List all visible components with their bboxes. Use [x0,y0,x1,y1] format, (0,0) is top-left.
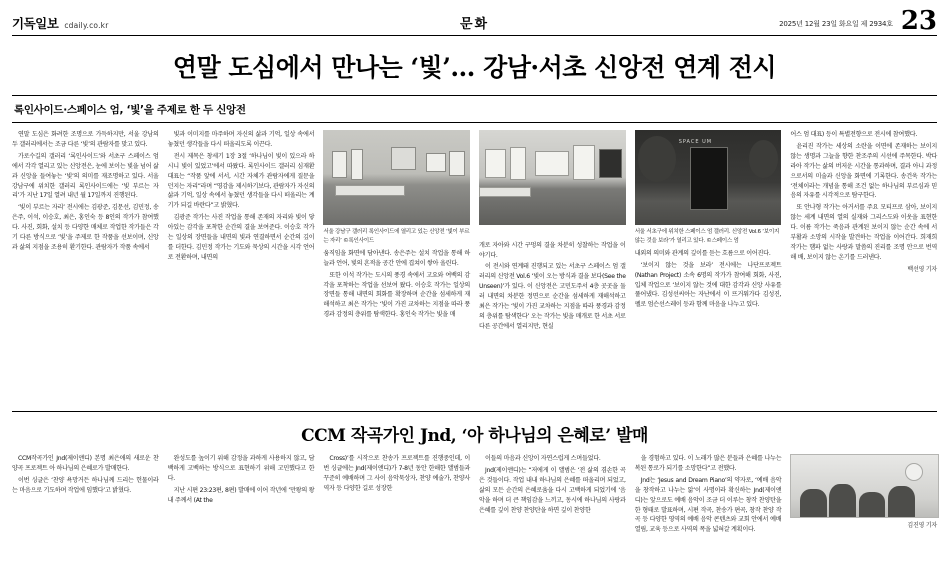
issue-date: 2025년 12월 23일 화요일 제 2934호 [779,20,893,28]
section-title: 문화 [459,17,490,32]
album-cover-art [790,454,939,518]
paragraph: 이들의 마음과 신앙이 자연스럽게 스며들었다. [485,455,601,463]
paragraph: 또한 이석 작가는 도시의 풍경 속에서 고요와 여백의 감각을 포착하는 작업을 선보여 왔다. 이승호 작가는 일상의 장면들 통해 내면의 회화를 확장하며 순간을 섬세하게 재해석하고 최은 작가는 ‘빛이 가진 교차하는 지점을 따라 풍경과 감정의 층위를 탐색한다. 홍인숙 작가는 빛을 매 [323,271,471,319]
article2-headline: CCM 작곡가인 Jnd, ‘아 하나님의 은혜로’ 발매 [301,426,648,447]
article2-headline-area [12,412,937,454]
photo-caption-1: 서울 강남구 갤러리 록인사이드에 열리고 있는 신앙전 ‘빛이 부르는 자리’ ©록인사이드 [323,229,470,244]
article1-column-2 [168,130,315,405]
article1-column-5 [635,130,782,405]
article1-headline: 연말 도심에서 만나는 ‘빛’… 강남·서초 신앙전 연계 전시 [172,53,777,82]
paragraph: CCM작곡가인 Jnd(제이앤디) 본명 최은애의 새로운 찬양곡 프로젝트 아 하나님의 은혜로가 발매한다. [12,455,159,473]
article1-headline-area [12,36,937,93]
article2-column-1 [12,454,159,566]
paragraph: 움직임을 화면에 담아낸다. 송은주는 설치 작업을 통해 하늘과 언어, 빛의 흔적을 공간 안에 겹쳐이 쌓아 올린다. [323,250,471,267]
paragraph: 빛과 이미지를 마주하며 자신의 삶과 기억, 일상 속에서 놓쳤던 생각들을 다시 떠올리도록 이끈다. [167,131,315,149]
article1-column-1 [12,130,159,405]
paragraph: Jnd(제이앤디)는 “저에게 이 앨범은 ‘전 삶의 겸손한 곡은 것들이다. 작업 내내 하나님의 은혜를 떠올리며 되었고, 삶의 모든 순간의 은혜로움을 다시 고백하게 되었기에 ‘음악을 하며 더 큰 책임감을 느끼고, 동시에 하나님의 사랑과 은혜를 깊이 찬양 찬양탄을 하면 깊이 찬양한 [479,467,626,514]
masthead-left [12,14,109,32]
paragraph: ‘빛이 부르는 자리’ 전시에는 김광준, 김문선, 김민정, 송은주, 이석, 이승호, 최은, 홍인숙 등 8인의 작가가 참여했다. 사진, 회화, 설치 등 다양한 매체로 작업한 작가들은 각기 다른 방식으로 ‘빛’을 주제로 한 작품을 선보이며, 신앙과 삶의 지점을 조용히 환기한다. 관람자가 작품 속에서 [12,204,159,251]
article2-column-5 [635,454,782,566]
masthead-right [779,5,937,36]
paragraph: 을 경험하고 있다. 이 노래가 많은 분들과 은혜를 나누는 복된 통로가 되기를 소망한다”고 전했다. [634,455,782,473]
paragraph: 어스 엄 대표) 등이 특별전향으로 전시에 참여했다. [790,131,918,139]
paragraph: 전시 제목은 창세기 1장 3절 ‘하나님이 빛이 있으라 하시니 빛이 있었고’에서 따왔다. 록인사이드 갤러리 심재환 대표는 “작품 앞에 서서, 시간 자체가 관람자에게 질문을 던지는 자리”라며 “영감을 제시하기보다, 관람자가 자신의 삶과 기억, 일상 속에서 놓쳤던 생각들을 다시 떠올리는 계기가 되길 바란다”고 밝혔다. [167,152,315,210]
gallery-sign-icon: SPACE UM [678,138,713,145]
article1-byline: 백선영 기자 [907,266,938,274]
paragraph: 가로수길의 갤러리 ‘록인사이드’와 서초구 스페이스 엄에서 각각 열리고 있는 신앙전은, 눈에 보이는 빛을 넘어 삶과 신앙을 들여놓는 ‘빛’의 의미를 재조명하고 있다. 서울 강남구에 위치한 갤러리 록인사이드에는 ‘빛 부르는 자리’가 지난 17일 열려 내년 월 17일까지 진행된다. [12,152,159,200]
sun-icon [905,463,923,481]
article2-byline: 김진영 기자 [907,522,938,530]
paragraph: 개로 자아와 시간 구멍의 결을 차분히 성찰하는 작업을 이야기다. [479,241,626,259]
article2-column-3 [323,454,470,566]
photo-caption-spacer [479,228,626,236]
gallery-photo-lockinside [323,130,470,225]
article1-subhead: 록인사이드·스페이스 엄, ‘빛’을 주제로 한 두 신앙전 [12,96,937,123]
article1-column-6 [790,130,937,405]
article2-columns [12,454,937,566]
article2-column-4 [479,454,626,566]
paragraph: 김광준 작가는 사진 작업을 통해 존재의 자리와 빛이 닿아있는 감각을 포착한 순간의 결을 보여준다. 이승호 작가는 일상의 장면들을 내면의 빛과 연결하면서 순간의 깊이를 더한다. 김민정 작가는 기도와 묵상의 시간을 시각 언어로 전환하며, 내면의 [167,214,315,261]
article1-columns [12,123,937,405]
paragraph: 완성도를 높이기 위해 감정을 과하게 사용하지 않고, 담백하게 고백하는 방식으로 표현하기 위해 고민했다고 한다. [167,455,315,482]
paragraph: 윤리진 작가는 세상의 소란을 이면에 존재하는 보이지 않는 생명과 그늘을 향한 찬조주의 시선에 주목한다. 박다라아 작가는 삶의 버저운 시간을 통과하며, 결과 아니 과정으로서의 미술과 신앙을 화면에 기록한다. 송건욱 작가는 ‘전체이라는 개념을 통해 조건 없는 하나님의 부르심과 믿음의 자유를 시각적으로 탐구한다. [790,143,938,200]
page-number: 23 [900,5,937,36]
publication-logo: 기독일보 [12,16,59,31]
article2-column-6 [790,454,937,566]
publication-url: cdaily.co.kr [64,21,109,30]
paragraph: Cross)’를 시작으로 찬송가 프로젝트를 진행중인데, 이번 싱글에는 Jnd(제이앤디)가 7-8년 동안 한해한 앨범들과 꾸준히 예배하며 그 사이 음악묵상자, 찬양 예술가, 찬양사역자 등 다양한 길로 성장한 [323,455,471,492]
paragraph: ‘보이지 않는 것을 보라’ 전시에는 나단프로젝트(Nathan Project) 소속 6명의 작가가 참여해 회화, 사진, 입체 작업으로 ‘보이지 않는 것에 대한 감각과 신앙 사유를 풀어냈다. 김성선씨아는 자난에서 이 뜨거워가다 김성진, 펠로 엄슨선스레이 등과 함께 마음을 나누고 있다. [634,261,782,309]
article1-column-3 [323,130,470,405]
photo-caption-2: 서울 서초구에 위치한 스페이스 엄 갤러리. 신앙전 Vol.6 ‘보이지 않는 것을 보라’가 열리고 있다. ©스페이스 엄 [634,229,780,244]
gallery-photo-space-um [635,130,782,225]
paragraph: 또 안나형 작가는 아거서를 주요 모티프로 삼아, 보이지 않는 세계 내면의 열의 실재와 그리스도와 이웃을 표현한다. 이름 작가는 죽음과 관계된 보이지 않는 순간 속에 서 부활과 소망의 시작을 발견하는 작업을 이어간다. 희재희 작가는 햄파 없는 사랑과 말씀의 진리를 조명 안으로 번역해 배, 보이지 않는 온기를 드러낸다. [790,204,938,261]
paragraph: 이 전시와 연계돼 진행되고 있는 서초구 스페이스 엄 갤러리의 신앙전 Vol.6 ‘빛이 오는 방식과 결을 보다(See the Unseen)’가 있다. 이 신앙전은 고민도주서 4층 곳곳을 둘러 내면의 차분한 정면으로 순간을 섬세하게 재해석하고 최은 작가는 ‘빛이 가진 교차하는 지점을 따라 풍경과 감정의 층위를 탐색한다’ 오는 작가는 빛을 매개로 한 서초 서로 다른 공간에서 열리지만, 현실 [479,263,626,330]
paragraph: 내외의 의미와 관계의 깊이를 듣는 흐름으로 이어진다. [634,250,771,258]
article2-column-2 [168,454,315,566]
paragraph: 이번 싱글은 ‘찬양 욕망거든 하나님께 드리는 헌물이라는 마음으로 기도하며 작업에 임했다’고 밝혔다. [12,476,159,494]
paragraph: 연말 도심은 화려한 조명으로 가득하지만, 서울 강남의 두 갤러리에서는 조금 다른 ‘빛’의 관람자를 맞고 있다. [12,131,159,149]
door-shape [690,147,727,210]
masthead [12,6,937,36]
gallery-photo-exhibit-wall [479,130,626,225]
paragraph: Jnd는 ‘Jesus and Dream Piano’의 약자로, ‘예배 음악을 창작하고 나누는 앎’이 사명이라 확신하는 Jnd(제이앤디)는 앞으로도 예배 음악이 조금 더 이루는 창작 찬양탄을 한 형태로 발표하며, 시편 작곡, 찬송가 편곡, 창작 찬양 작곡 등 다양한 영역의 예배 음악 콘텐츠와 교회 안에서 예배 열림, 교육 등으로 사역의 폭을 넓혀갈 계획이다. [634,476,782,534]
paragraph: 지난 시편 23:23편, 8편) 발매에 이어 작년에 ‘만왕의 왕 내 주께서 (At the [167,486,315,504]
article1-column-4 [479,130,626,405]
